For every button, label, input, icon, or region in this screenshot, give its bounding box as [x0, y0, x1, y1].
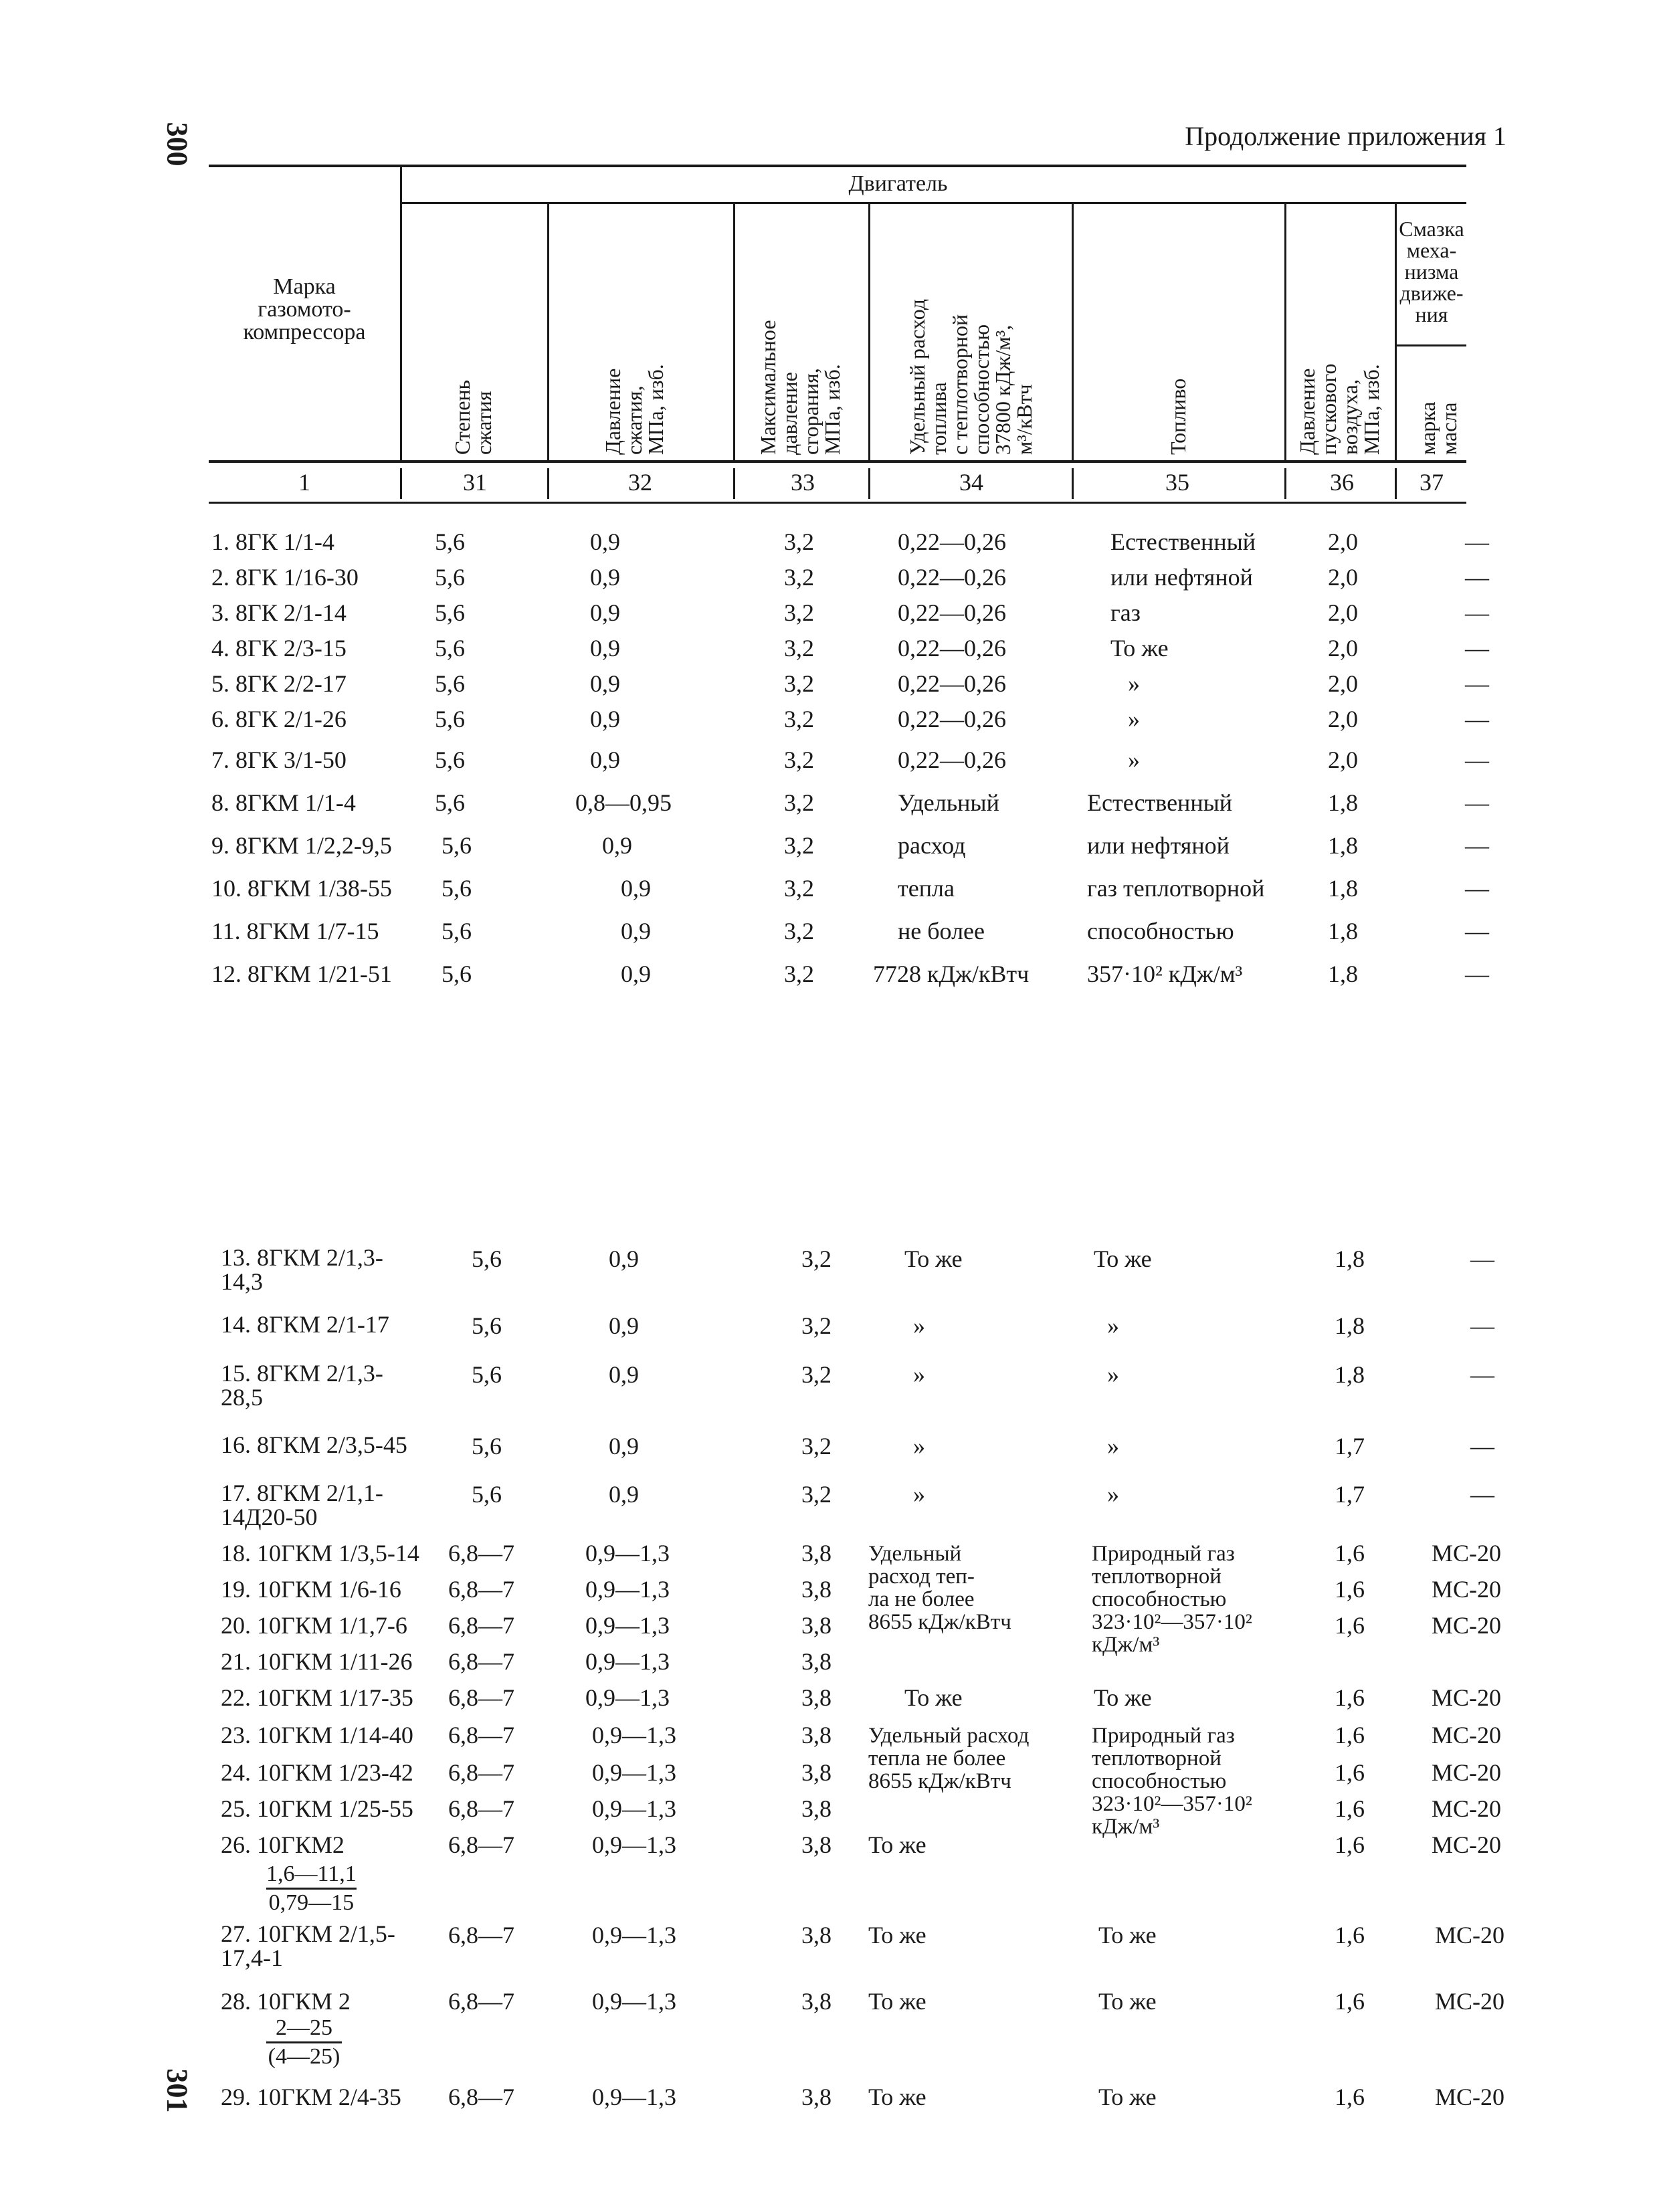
cons-cell: тепла — [898, 875, 955, 902]
air-cell: 1,6 — [1335, 1831, 1365, 1858]
continuation-title: Продолжение приложения 1 — [1185, 121, 1506, 151]
oil-cell: — — [1465, 599, 1489, 626]
compression-ratio-header: Степень сжатия — [450, 379, 496, 455]
pcomp-cell: 0,8—0,95 — [575, 789, 672, 816]
pmax-cell: 3,8 — [801, 1576, 832, 1603]
merged-fuel-note-18-21: Природный газ теплотворной способностью 323·10²—357·10² кДж/м³ — [1092, 1542, 1252, 1657]
col-num-32: 32 — [628, 469, 652, 496]
fuel-cell: Естественный — [1087, 789, 1233, 816]
air-cell: 2,0 — [1328, 706, 1358, 732]
pmax-cell: 3,8 — [801, 1684, 832, 1711]
oil-brand-header: марка масла — [1416, 401, 1461, 455]
pcomp-cell: 0,9 — [590, 528, 620, 555]
header-vline — [868, 204, 870, 462]
oil-cell: МС-20 — [1432, 1684, 1502, 1711]
page-number-top: 300 — [161, 122, 194, 167]
page-number-bottom: 301 — [161, 2068, 194, 2113]
header-vline — [1072, 204, 1074, 462]
cons-cell: То же — [868, 2084, 926, 2110]
cons-cell: 0,22—0,26 — [898, 635, 1006, 662]
cons-cell: не более — [898, 918, 985, 944]
fuel-cell: Естественный — [1110, 528, 1256, 555]
brand-cell: 28. 10ГКМ 2 — [221, 1988, 351, 2015]
pcomp-cell: 0,9 — [602, 832, 632, 859]
pcomp-cell: 0,9—1,3 — [585, 1648, 670, 1675]
air-cell: 1,6 — [1335, 1722, 1365, 1748]
ratio-cell: 6,8—7 — [448, 1759, 514, 1786]
air-cell: 1,8 — [1328, 832, 1358, 859]
brand-cell: 17. 8ГКМ 2/1,1- 14Д20-50 — [221, 1480, 383, 1530]
oil-cell: — — [1465, 564, 1489, 591]
oil-cell: МС-20 — [1435, 2084, 1505, 2110]
pmax-cell: 3,2 — [801, 1312, 832, 1339]
header-bottom-rule — [209, 460, 1466, 463]
pcomp-cell: 0,9 — [590, 564, 620, 591]
brand-cell: 20. 10ГКМ 1/1,7-6 — [221, 1612, 407, 1639]
oil-cell: — — [1470, 1361, 1494, 1388]
ratio-cell: 6,8—7 — [448, 1722, 514, 1748]
pmax-cell: 3,8 — [801, 1648, 832, 1675]
oil-cell: — — [1465, 875, 1489, 902]
col-num-35: 35 — [1165, 469, 1189, 496]
ratio-cell: 5,6 — [472, 1481, 502, 1508]
brand-cell: 13. 8ГКМ 2/1,3- 14,3 — [221, 1244, 383, 1295]
fraction-denominator: 0,79—15 — [268, 1890, 355, 1915]
brand-cell: 16. 8ГКМ 2/3,5-45 — [221, 1431, 407, 1458]
air-cell: 1,8 — [1328, 961, 1358, 987]
oil-cell: — — [1470, 1433, 1494, 1460]
pcomp-cell: 0,9—1,3 — [585, 1684, 670, 1711]
cons-cell: » — [913, 1361, 925, 1388]
air-cell: 1,6 — [1335, 1922, 1365, 1948]
ratio-cell: 5,6 — [435, 635, 465, 662]
fraction-numerator: 2—25 — [266, 2015, 342, 2043]
pmax-cell: 3,2 — [801, 1361, 832, 1388]
col-num-37: 37 — [1420, 469, 1444, 496]
oil-cell: МС-20 — [1432, 1795, 1502, 1822]
brand-cell: 3. 8ГК 2/1-14 — [211, 599, 347, 626]
cons-cell: 0,22—0,26 — [898, 706, 1006, 732]
header-vline — [400, 165, 402, 462]
header-vline — [547, 204, 549, 462]
pcomp-cell: 0,9—1,3 — [592, 2084, 676, 2110]
ratio-cell: 6,8—7 — [448, 1540, 514, 1567]
oil-cell: — — [1470, 1245, 1494, 1272]
pmax-cell: 3,2 — [784, 564, 814, 591]
brand-cell: 12. 8ГКМ 1/21-51 — [211, 961, 392, 987]
brand-cell: 4. 8ГК 2/3-15 — [211, 635, 347, 662]
pcomp-cell: 0,9 — [621, 875, 651, 902]
brand-cell: 2. 8ГК 1/16-30 — [211, 564, 359, 591]
fuel-cell: То же — [1098, 1922, 1157, 1948]
oil-cell: — — [1465, 918, 1489, 944]
air-cell: 1,6 — [1335, 1759, 1365, 1786]
brand-cell: 27. 10ГКМ 2/1,5- 17,4-1 — [221, 1920, 395, 1971]
oil-cell: МС-20 — [1432, 1540, 1502, 1567]
oil-cell: МС-20 — [1432, 1576, 1502, 1603]
pmax-cell: 3,2 — [784, 746, 814, 773]
pmax-cell: 3,2 — [784, 528, 814, 555]
pcomp-cell: 0,9 — [609, 1433, 639, 1460]
air-cell: 2,0 — [1328, 746, 1358, 773]
oil-cell: — — [1465, 832, 1489, 859]
header-engine-rule — [401, 202, 1466, 204]
air-cell: 1,8 — [1328, 875, 1358, 902]
oil-cell: МС-20 — [1432, 1612, 1502, 1639]
brand-cell: 21. 10ГКМ 1/11-26 — [221, 1648, 413, 1675]
merged-fuel-note-23-26: Природный газ теплотворной способностью 323·10²—357·10² кДж/м³ — [1092, 1724, 1252, 1839]
ratio-cell: 6,8—7 — [448, 1795, 514, 1822]
cons-cell: » — [913, 1312, 925, 1339]
air-cell: 1,8 — [1328, 918, 1358, 944]
air-cell: 1,8 — [1328, 789, 1358, 816]
oil-cell: — — [1465, 670, 1489, 697]
col-num-34: 34 — [959, 469, 983, 496]
ratio-cell: 6,8—7 — [448, 1576, 514, 1603]
brand-cell: 15. 8ГКМ 2/1,3- 28,5 — [221, 1360, 383, 1411]
header-vline — [1284, 204, 1286, 462]
fuel-cell: То же — [1098, 2084, 1157, 2110]
ratio-cell: 5,6 — [435, 528, 465, 555]
ratio-cell: 6,8—7 — [448, 1922, 514, 1948]
ratio-cell: 5,6 — [472, 1312, 502, 1339]
ratio-cell: 5,6 — [472, 1245, 502, 1272]
col-num-1: 1 — [298, 469, 310, 496]
pcomp-cell: 0,9 — [621, 961, 651, 987]
num-vline — [1284, 468, 1286, 499]
ratio-cell: 5,6 — [435, 599, 465, 626]
brand-cell: 8. 8ГКМ 1/1-4 — [211, 789, 356, 816]
pmax-cell: 3,2 — [784, 635, 814, 662]
air-cell: 1,8 — [1335, 1245, 1365, 1272]
ratio-cell: 6,8—7 — [448, 1988, 514, 2015]
ratio-cell: 5,6 — [435, 789, 465, 816]
fuel-cell: » — [1128, 706, 1140, 732]
fuel-cell: способностью — [1087, 918, 1234, 944]
pcomp-cell: 0,9—1,3 — [592, 1759, 676, 1786]
fuel-cell: газ теплотворной — [1087, 875, 1265, 902]
cons-cell: 7728 кДж/кВтч — [873, 961, 1030, 987]
cons-cell: 0,22—0,26 — [898, 599, 1006, 626]
ratio-cell: 5,6 — [442, 918, 472, 944]
oil-cell: — — [1465, 706, 1489, 732]
oil-cell: — — [1470, 1312, 1494, 1339]
brand-header: Марка газомото- компрессора — [243, 274, 366, 344]
cons-cell: 0,22—0,26 — [898, 528, 1006, 555]
ratio-cell: 5,6 — [442, 961, 472, 987]
oil-cell: МС-20 — [1432, 1722, 1502, 1748]
brand-cell: 29. 10ГКМ 2/4-35 — [221, 2084, 401, 2110]
pmax-cell: 3,2 — [784, 789, 814, 816]
pcomp-cell: 0,9 — [590, 746, 620, 773]
fuel-cell: » — [1128, 670, 1140, 697]
cons-cell: Удельный — [898, 789, 999, 816]
air-cell: 2,0 — [1328, 635, 1358, 662]
fuel-cell: газ — [1110, 599, 1141, 626]
pcomp-cell: 0,9—1,3 — [592, 1831, 676, 1858]
air-cell: 1,6 — [1335, 1795, 1365, 1822]
pmax-cell: 3,8 — [801, 1922, 832, 1948]
ratio-cell: 5,6 — [435, 706, 465, 732]
pmax-cell: 3,8 — [801, 1759, 832, 1786]
pmax-cell: 3,2 — [784, 599, 814, 626]
start-air-header: Давление пускового воздуха, МПа, изб. — [1295, 363, 1383, 455]
pmax-cell: 3,8 — [801, 1831, 832, 1858]
ratio-cell: 6,8—7 — [448, 1831, 514, 1858]
brand-cell: 25. 10ГКМ 1/25-55 — [221, 1795, 413, 1822]
fuel-cell: или нефтяной — [1110, 564, 1253, 591]
pmax-cell: 3,8 — [801, 2084, 832, 2110]
brand-fraction — [266, 1861, 357, 1916]
ratio-cell: 5,6 — [442, 875, 472, 902]
cons-cell: То же — [868, 1988, 926, 2015]
compression-pressure-header: Давление сжатия, МПа, изб. — [601, 364, 668, 455]
numbers-bottom-rule — [209, 502, 1466, 504]
oil-cell: — — [1465, 528, 1489, 555]
max-pressure-header: Максимальное давление сгорания, МПа, изб. — [756, 320, 844, 455]
pcomp-cell: 0,9 — [609, 1481, 639, 1508]
air-cell: 2,0 — [1328, 599, 1358, 626]
cons-cell: 0,22—0,26 — [898, 670, 1006, 697]
cons-cell: То же — [868, 1831, 926, 1858]
pcomp-cell: 0,9—1,3 — [592, 1722, 676, 1748]
air-cell: 1,6 — [1335, 2084, 1365, 2110]
air-cell: 2,0 — [1328, 528, 1358, 555]
oil-cell: МС-20 — [1432, 1759, 1502, 1786]
oil-cell: — — [1470, 1481, 1494, 1508]
oil-cell: МС-20 — [1435, 1922, 1505, 1948]
pcomp-cell: 0,9—1,3 — [592, 1795, 676, 1822]
oil-cell: — — [1465, 789, 1489, 816]
brand-cell: 11. 8ГКМ 1/7-15 — [211, 918, 379, 944]
num-vline — [1072, 468, 1074, 499]
num-vline — [733, 468, 735, 499]
fuel-cell: То же — [1094, 1684, 1152, 1711]
oil-cell: — — [1465, 746, 1489, 773]
pmax-cell: 3,8 — [801, 1612, 832, 1639]
pcomp-cell: 0,9 — [609, 1361, 639, 1388]
ratio-cell: 5,6 — [472, 1433, 502, 1460]
fuel-cell: или нефтяной — [1087, 832, 1230, 859]
ratio-cell: 5,6 — [442, 832, 472, 859]
pcomp-cell: 0,9 — [609, 1312, 639, 1339]
air-cell: 1,6 — [1335, 1576, 1365, 1603]
cons-cell: То же — [904, 1245, 963, 1272]
num-vline — [400, 468, 402, 499]
cons-cell: То же — [868, 1922, 926, 1948]
ratio-cell: 6,8—7 — [448, 2084, 514, 2110]
pcomp-cell: 0,9—1,3 — [592, 1988, 676, 2015]
fuel-header: Топливо — [1166, 378, 1190, 455]
pmax-cell: 3,2 — [784, 832, 814, 859]
pmax-cell: 3,2 — [801, 1433, 832, 1460]
cons-cell: расход — [898, 832, 966, 859]
brand-cell: 23. 10ГКМ 1/14-40 — [221, 1722, 413, 1748]
air-cell: 1,6 — [1335, 1684, 1365, 1711]
pmax-cell: 3,2 — [784, 875, 814, 902]
fuel-cell: То же — [1098, 1988, 1157, 2015]
fuel-cell: » — [1107, 1433, 1119, 1460]
ratio-cell: 5,6 — [435, 670, 465, 697]
pcomp-cell: 0,9 — [590, 635, 620, 662]
pmax-cell: 3,2 — [801, 1245, 832, 1272]
fuel-cell: » — [1128, 746, 1140, 773]
brand-cell: 5. 8ГК 2/2-17 — [211, 670, 347, 697]
fuel-cell: » — [1107, 1361, 1119, 1388]
fuel-cell: 357·10² кДж/м³ — [1087, 961, 1243, 987]
pmax-cell: 3,8 — [801, 1795, 832, 1822]
pcomp-cell: 0,9 — [609, 1245, 639, 1272]
cons-cell: » — [913, 1433, 925, 1460]
fuel-cell: То же — [1110, 635, 1169, 662]
pmax-cell: 3,8 — [801, 1722, 832, 1748]
pmax-cell: 3,2 — [784, 918, 814, 944]
pcomp-cell: 0,9 — [621, 918, 651, 944]
air-cell: 2,0 — [1328, 564, 1358, 591]
pcomp-cell: 0,9—1,3 — [585, 1576, 670, 1603]
pmax-cell: 3,2 — [784, 706, 814, 732]
pmax-cell: 3,2 — [784, 670, 814, 697]
pcomp-cell: 0,9 — [590, 670, 620, 697]
ratio-cell: 5,6 — [435, 746, 465, 773]
brand-cell: 1. 8ГК 1/1-4 — [211, 528, 334, 555]
ratio-cell: 6,8—7 — [448, 1648, 514, 1675]
air-cell: 1,8 — [1335, 1361, 1365, 1388]
cons-cell: 0,22—0,26 — [898, 564, 1006, 591]
col-num-36: 36 — [1330, 469, 1354, 496]
brand-cell: 26. 10ГКМ2 — [221, 1831, 345, 1858]
pcomp-cell: 0,9—1,3 — [585, 1540, 670, 1567]
brand-cell: 9. 8ГКМ 1/2,2-9,5 — [211, 832, 392, 859]
air-cell: 1,6 — [1335, 1612, 1365, 1639]
pcomp-cell: 0,9—1,3 — [585, 1612, 670, 1639]
brand-cell: 7. 8ГК 3/1-50 — [211, 746, 347, 773]
brand-cell: 19. 10ГКМ 1/6-16 — [221, 1576, 401, 1603]
merged-consumption-note-18-21: Удельный расход теп- ла не более 8655 кДж/кВтч — [868, 1542, 1011, 1634]
pmax-cell: 3,2 — [784, 961, 814, 987]
fraction-denominator: (4—25) — [268, 2044, 340, 2069]
header-top-rule — [209, 165, 1466, 167]
cons-cell: То же — [904, 1684, 963, 1711]
pcomp-cell: 0,9—1,3 — [592, 1922, 676, 1948]
oil-cell: МС-20 — [1432, 1831, 1502, 1858]
air-cell: 1,7 — [1335, 1481, 1365, 1508]
oil-cell: — — [1465, 961, 1489, 987]
brand-cell: 24. 10ГКМ 1/23-42 — [221, 1759, 413, 1786]
col-num-33: 33 — [791, 469, 815, 496]
fraction-numerator: 1,6—11,1 — [266, 1861, 357, 1890]
header-lube-rule — [1395, 344, 1466, 346]
brand-cell: 22. 10ГКМ 1/17-35 — [221, 1684, 413, 1711]
fuel-cell: То же — [1094, 1245, 1152, 1272]
merged-consumption-note-23-25: Удельный расход тепла не более 8655 кДж/кВтч — [868, 1724, 1030, 1793]
ratio-cell: 5,6 — [472, 1361, 502, 1388]
cons-cell: » — [913, 1481, 925, 1508]
num-vline — [868, 468, 870, 499]
ratio-cell: 5,6 — [435, 564, 465, 591]
pcomp-cell: 0,9 — [590, 599, 620, 626]
brand-fraction — [266, 2015, 342, 2070]
brand-cell: 6. 8ГК 2/1-26 — [211, 706, 347, 732]
num-vline — [547, 468, 549, 499]
pcomp-cell: 0,9 — [590, 706, 620, 732]
col-num-31: 31 — [463, 469, 487, 496]
fuel-consumption-header: Удельный расход топлива с теплотворной способностью 37800 кДж/м³, м³/кВтч — [905, 298, 1036, 455]
pmax-cell: 3,8 — [801, 1988, 832, 2015]
brand-cell: 18. 10ГКМ 1/3,5-14 — [221, 1540, 419, 1567]
air-cell: 1,8 — [1335, 1312, 1365, 1339]
lubrication-group-header: Смазка меха- низма движе- ния — [1399, 217, 1464, 326]
pmax-cell: 3,8 — [801, 1540, 832, 1567]
header-vline — [733, 204, 735, 462]
fuel-cell: » — [1107, 1481, 1119, 1508]
pmax-cell: 3,2 — [801, 1481, 832, 1508]
air-cell: 2,0 — [1328, 670, 1358, 697]
air-cell: 1,7 — [1335, 1433, 1365, 1460]
ratio-cell: 6,8—7 — [448, 1612, 514, 1639]
oil-cell: МС-20 — [1435, 1988, 1505, 2015]
ratio-cell: 6,8—7 — [448, 1684, 514, 1711]
cons-cell: 0,22—0,26 — [898, 746, 1006, 773]
engine-group-header: Двигатель — [848, 171, 948, 196]
brand-cell: 10. 8ГКМ 1/38-55 — [211, 875, 392, 902]
oil-cell: — — [1465, 635, 1489, 662]
air-cell: 1,6 — [1335, 1540, 1365, 1567]
air-cell: 1,6 — [1335, 1988, 1365, 2015]
brand-cell: 14. 8ГКМ 2/1-17 — [221, 1311, 389, 1338]
fuel-cell: » — [1107, 1312, 1119, 1339]
